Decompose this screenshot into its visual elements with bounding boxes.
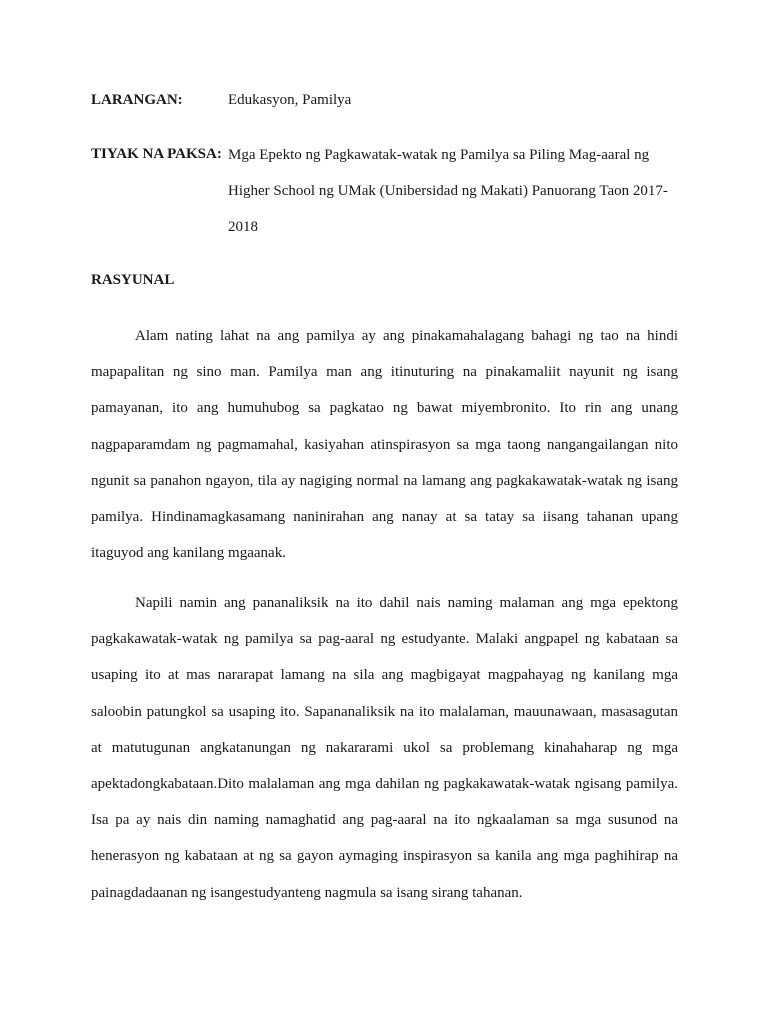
larangan-value: Edukasyon, Pamilya xyxy=(228,92,352,108)
paragraph-1: Alam nating lahat na ang pamilya ay ang pinakamahalagang bahagi ng tao na hindi mapapalitan ng sino man. Pamilya man ang itinuturing na pinakamaliit nayunit ng isang pamayanan, ito ang humuhubog sa pagkatao ng bawat miyembronito. Ito rin ang unang nagpaparamdam ng pagmamahal, kasiyahan atinspirasyon sa mga taong nangangailangan nito ngunit sa panahon ngayon, tila ay nagiging normal na lamang ang pagkakawatak-watak ng isang pamilya. Hindinamagkasamang naninirahan ang nanay at sa tatay sa iisang tahanan upang itaguyod ang kanilang mgaanak. xyxy=(91,328,678,562)
paksa-value: Mga Epekto ng Pagkawatak-watak ng Pamilya sa Piling Mag-aaral ng Higher School ng UMak (Unibersidad ng Makati) Panuorang Taon 2017-2018 xyxy=(228,147,668,235)
section-heading: RASYUNAL xyxy=(91,272,175,288)
larangan-row xyxy=(91,92,352,109)
larangan-label: LARANGAN: xyxy=(91,92,183,108)
paragraph-2: Napili namin ang pananaliksik na ito dahil nais naming malaman ang mga epektong pagkakawatak-watak ng pamilya sa pag-aaral ng estudyante. Malaki angpapel ng kabataan sa usaping ito at mas nararapat lamang na sila ang magbigayat magpahayag ng kanilang mga saloobin patungkol sa usaping ito. Sapananaliksik na ito malalaman, mauunawaan, masasagutan at matutugunan angkatanungan ng nakararami ukol sa problemang kinahaharap ng mga apektadongkabataan.Dito malalaman ang mga dahilan ng pagkakawatak-watak ngisang pamilya. Isa pa ay nais din naming namaghatid ang pag-aaral na ito ngkaalaman sa mga susunod na henerasyon ng kabataan at ng sa gayon aymaging inspirasyon sa kanila ang mga paghihirap na painagdadaanan ng isangestudyanteng nagmula sa isang sirang tahanan. xyxy=(91,595,678,901)
paksa-label: TIYAK NA PAKSA: xyxy=(91,146,222,162)
